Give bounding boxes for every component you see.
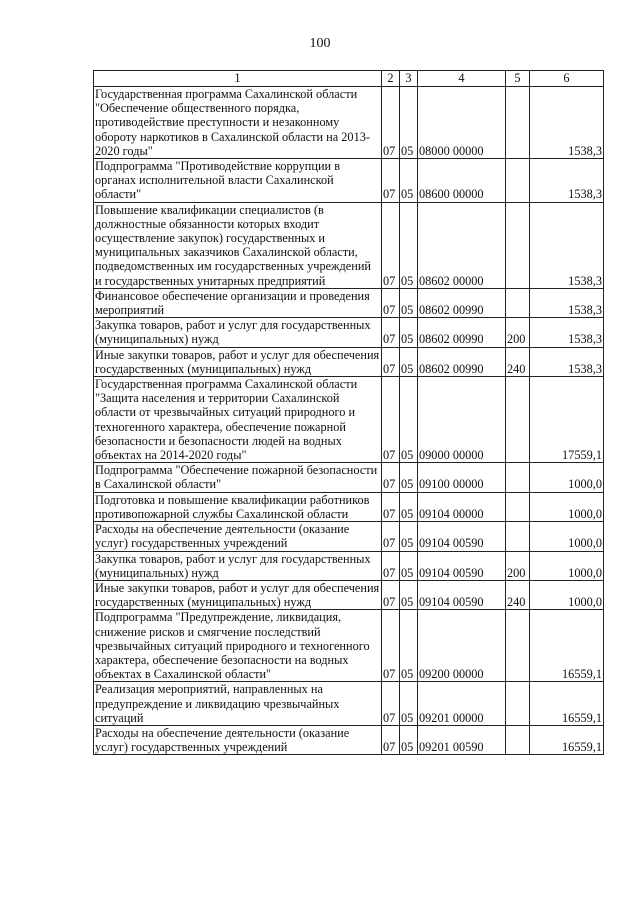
row-target-code: 09104 00590 [418, 551, 506, 580]
row-amount: 16559,1 [530, 682, 604, 726]
row-section: 07 [382, 522, 400, 551]
table-row [94, 202, 604, 288]
table-row [94, 377, 604, 463]
table-body [94, 87, 604, 755]
row-expense-type: 240 [506, 580, 530, 609]
row-name: Иные закупки товаров, работ и услуг для обеспечения государственных (муниципальных) нужд [94, 580, 382, 609]
page-number: 100 [309, 36, 331, 51]
table-row [94, 159, 604, 203]
table-row [94, 347, 604, 376]
table-row [94, 522, 604, 551]
row-subsection: 05 [400, 610, 418, 682]
row-name: Государственная программа Сахалинской области "Обеспечение общественного порядка, противодействие преступности и незаконному обороту наркотиков в Сахалинской области на 2013-2020 годы" [94, 87, 382, 159]
row-section: 07 [382, 551, 400, 580]
column-header-2: 2 [382, 71, 400, 87]
row-expense-type [506, 682, 530, 726]
row-target-code: 08000 00000 [418, 87, 506, 159]
row-section: 07 [382, 159, 400, 203]
row-subsection: 05 [400, 522, 418, 551]
row-amount: 1000,0 [530, 463, 604, 492]
row-subsection: 05 [400, 87, 418, 159]
row-subsection: 05 [400, 318, 418, 347]
row-expense-type [506, 288, 530, 317]
row-target-code: 09000 00000 [418, 377, 506, 463]
row-subsection: 05 [400, 347, 418, 376]
table-row [94, 492, 604, 521]
row-subsection: 05 [400, 725, 418, 754]
row-name: Подпрограмма "Предупреждение, ликвидация, снижение рисков и смягчение последствий чрезвычайных ситуаций природного и техногенного характера, обеспечение безопасности на водных объектах в Сахалинской области" [94, 610, 382, 682]
row-subsection: 05 [400, 159, 418, 203]
row-amount: 16559,1 [530, 725, 604, 754]
row-amount: 1538,3 [530, 288, 604, 317]
row-amount: 1000,0 [530, 492, 604, 521]
row-section: 07 [382, 682, 400, 726]
row-expense-type [506, 610, 530, 682]
row-name: Закупка товаров, работ и услуг для государственных (муниципальных) нужд [94, 551, 382, 580]
table-row [94, 87, 604, 159]
row-section: 07 [382, 202, 400, 288]
row-target-code: 09104 00590 [418, 522, 506, 551]
row-target-code: 08600 00000 [418, 159, 506, 203]
row-section: 07 [382, 377, 400, 463]
column-header-1: 1 [94, 71, 382, 87]
row-amount: 1000,0 [530, 580, 604, 609]
table-header-row [94, 71, 604, 87]
row-section: 07 [382, 725, 400, 754]
column-header-3: 3 [400, 71, 418, 87]
row-expense-type [506, 202, 530, 288]
row-amount: 1000,0 [530, 522, 604, 551]
row-section: 07 [382, 288, 400, 317]
row-target-code: 09100 00000 [418, 463, 506, 492]
row-target-code: 09200 00000 [418, 610, 506, 682]
row-section: 07 [382, 463, 400, 492]
row-subsection: 05 [400, 492, 418, 521]
row-expense-type [506, 159, 530, 203]
column-header-4: 4 [418, 71, 506, 87]
row-target-code: 09104 00000 [418, 492, 506, 521]
row-expense-type [506, 463, 530, 492]
row-subsection: 05 [400, 288, 418, 317]
row-subsection: 05 [400, 551, 418, 580]
row-name: Расходы на обеспечение деятельности (оказание услуг) государственных учреждений [94, 522, 382, 551]
table-row [94, 725, 604, 754]
table-row [94, 580, 604, 609]
table-row [94, 551, 604, 580]
row-name: Иные закупки товаров, работ и услуг для обеспечения государственных (муниципальных) нужд [94, 347, 382, 376]
row-subsection: 05 [400, 202, 418, 288]
row-expense-type [506, 725, 530, 754]
table-row [94, 288, 604, 317]
row-subsection: 05 [400, 682, 418, 726]
table-row [94, 318, 604, 347]
row-section: 07 [382, 347, 400, 376]
row-amount: 16559,1 [530, 610, 604, 682]
row-target-code: 09104 00590 [418, 580, 506, 609]
row-amount: 17559,1 [530, 377, 604, 463]
row-section: 07 [382, 492, 400, 521]
row-amount: 1000,0 [530, 551, 604, 580]
row-expense-type [506, 492, 530, 521]
row-amount: 1538,3 [530, 87, 604, 159]
row-target-code: 08602 00990 [418, 347, 506, 376]
column-header-5: 5 [506, 71, 530, 87]
row-name: Государственная программа Сахалинской области "Защита населения и территории Сахалинской области от чрезвычайных ситуаций природного и техногенного характера, обеспечение пожарной безопасности и безопасности людей на водных объектах на 2014-2020 годы" [94, 377, 382, 463]
row-target-code: 08602 00990 [418, 288, 506, 317]
row-name: Закупка товаров, работ и услуг для государственных (муниципальных) нужд [94, 318, 382, 347]
row-subsection: 05 [400, 377, 418, 463]
row-amount: 1538,3 [530, 159, 604, 203]
row-amount: 1538,3 [530, 318, 604, 347]
row-section: 07 [382, 87, 400, 159]
row-target-code: 08602 00000 [418, 202, 506, 288]
row-target-code: 09201 00590 [418, 725, 506, 754]
row-expense-type [506, 377, 530, 463]
budget-table [93, 70, 604, 755]
row-amount: 1538,3 [530, 202, 604, 288]
table-row [94, 610, 604, 682]
row-name: Подпрограмма "Противодействие коррупции в органах исполнительной власти Сахалинской области" [94, 159, 382, 203]
row-name: Подпрограмма "Обеспечение пожарной безопасности в Сахалинской области" [94, 463, 382, 492]
row-section: 07 [382, 610, 400, 682]
row-target-code: 08602 00990 [418, 318, 506, 347]
table-row [94, 682, 604, 726]
row-expense-type: 200 [506, 318, 530, 347]
column-header-6: 6 [530, 71, 604, 87]
row-subsection: 05 [400, 580, 418, 609]
row-amount: 1538,3 [530, 347, 604, 376]
row-name: Расходы на обеспечение деятельности (оказание услуг) государственных учреждений [94, 725, 382, 754]
row-name: Финансовое обеспечение организации и проведения мероприятий [94, 288, 382, 317]
row-target-code: 09201 00000 [418, 682, 506, 726]
row-expense-type [506, 522, 530, 551]
row-expense-type: 200 [506, 551, 530, 580]
row-name: Реализация мероприятий, направленных на предупреждение и ликвидацию чрезвычайных ситуаций [94, 682, 382, 726]
row-name: Повышение квалификации специалистов (в должностные обязанности которых входит осуществление закупок) государственных и муниципальных заказчиков Сахалинской области, подведомственных им государственных учреждений и государственных унитарных предприятий [94, 202, 382, 288]
row-name: Подготовка и повышение квалификации работников противопожарной службы Сахалинской области [94, 492, 382, 521]
row-section: 07 [382, 318, 400, 347]
row-subsection: 05 [400, 463, 418, 492]
row-section: 07 [382, 580, 400, 609]
row-expense-type [506, 87, 530, 159]
row-expense-type: 240 [506, 347, 530, 376]
table-row [94, 463, 604, 492]
